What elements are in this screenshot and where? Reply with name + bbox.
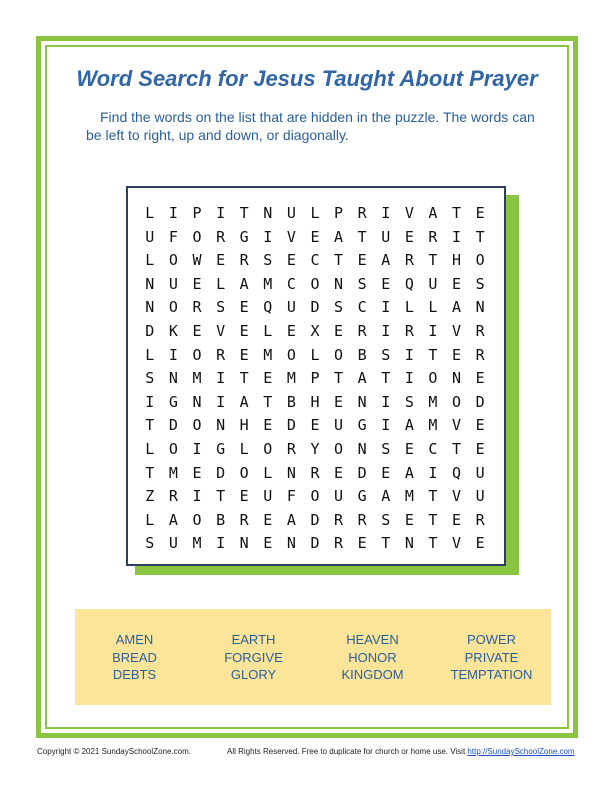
grid-letter: A <box>381 251 391 270</box>
grid-letter: A <box>381 487 391 506</box>
grid-letter: I <box>428 321 438 340</box>
grid-letter: F <box>168 227 178 246</box>
grid-letter: C <box>310 251 320 270</box>
grid-letter: C <box>357 298 367 317</box>
grid-letter: S <box>145 534 155 553</box>
grid-letter: I <box>168 345 178 364</box>
grid-letter: N <box>216 416 226 435</box>
grid-letter: D <box>310 510 320 529</box>
grid-letter: R <box>475 321 485 340</box>
grid-letter: E <box>334 321 344 340</box>
word-search-grid <box>138 202 494 556</box>
grid-letter: H <box>452 251 462 270</box>
grid-letter: V <box>452 416 462 435</box>
grid-letter: L <box>263 463 273 482</box>
grid-letter: N <box>239 534 249 553</box>
grid-letter: L <box>263 321 273 340</box>
grid-letter: I <box>381 298 391 317</box>
grid-letter: B <box>286 392 296 411</box>
grid-letter: I <box>168 204 178 222</box>
grid-letter: S <box>381 439 391 458</box>
grid-letter: E <box>216 251 226 270</box>
grid-letter: O <box>452 392 462 411</box>
grid-letter: A <box>452 298 462 317</box>
grid-letter: S <box>475 274 485 293</box>
grid-letter: M <box>168 463 178 482</box>
grid-letter: L <box>310 204 320 222</box>
grid-letter: M <box>192 534 202 553</box>
grid-letter: X <box>310 321 320 340</box>
grid-letter: U <box>263 487 273 506</box>
grid-letter: N <box>357 392 367 411</box>
grid-letter: R <box>168 487 178 506</box>
grid-letter: L <box>404 298 414 317</box>
grid-letter: E <box>404 439 414 458</box>
grid-letter: Q <box>404 274 414 293</box>
grid-letter: R <box>357 510 367 529</box>
grid-letter: U <box>168 274 178 293</box>
grid-letter: I <box>404 369 414 388</box>
grid-letter: E <box>310 416 320 435</box>
footer-copyright: Copyright © 2021 SundaySchoolZone.com. <box>37 747 191 756</box>
grid-letter: I <box>404 345 414 364</box>
grid-letter: U <box>381 227 391 246</box>
grid-letter: O <box>334 345 344 364</box>
grid-letter: Q <box>263 298 273 317</box>
grid-letter: U <box>286 204 296 222</box>
grid-letter: O <box>310 274 320 293</box>
grid-letter: E <box>239 298 249 317</box>
grid-letter: E <box>475 416 485 435</box>
grid-letter: V <box>216 321 226 340</box>
grid-letter: I <box>381 321 391 340</box>
grid-letter: L <box>145 204 155 222</box>
grid-letter: G <box>168 392 178 411</box>
grid-letter: G <box>216 439 226 458</box>
grid-letter: N <box>286 534 296 553</box>
grid-letter: M <box>428 416 438 435</box>
grid-letter: I <box>192 439 202 458</box>
grid-letter: M <box>428 392 438 411</box>
grid-letter: E <box>334 392 344 411</box>
grid-letter: U <box>475 463 485 482</box>
grid-letter: E <box>475 439 485 458</box>
grid-letter: E <box>475 369 485 388</box>
footer-site-link[interactable]: http://SundaySchoolZone.com <box>467 747 575 756</box>
grid-letter: E <box>475 204 485 222</box>
grid-letter: I <box>428 463 438 482</box>
grid-letter: R <box>286 439 296 458</box>
grid-letter: R <box>216 227 226 246</box>
word-list-column <box>313 631 432 684</box>
grid-letter: L <box>145 345 155 364</box>
grid-letter: U <box>334 416 344 435</box>
grid-letter: E <box>263 534 273 553</box>
grid-letter: N <box>286 463 296 482</box>
word-list-item: GLORY <box>230 667 277 682</box>
grid-letter: N <box>475 298 485 317</box>
grid-letter: V <box>286 227 296 246</box>
grid-letter: E <box>263 510 273 529</box>
grid-letter: L <box>145 439 155 458</box>
grid-letter: T <box>428 487 438 506</box>
word-list-item: TEMPTATION <box>450 667 533 682</box>
grid-letter: E <box>286 251 296 270</box>
grid-letter: U <box>286 298 296 317</box>
grid-letter: T <box>334 369 344 388</box>
grid-letter: D <box>310 298 320 317</box>
grid-letter: L <box>310 345 320 364</box>
grid-letter: A <box>286 510 296 529</box>
grid-letter: O <box>192 416 202 435</box>
grid-letter: A <box>428 204 438 222</box>
grid-letter: M <box>192 369 202 388</box>
grid-letter: N <box>263 204 273 222</box>
grid-letter: E <box>404 510 414 529</box>
grid-letter: O <box>192 345 202 364</box>
grid-letter: A <box>404 416 414 435</box>
grid-letter: T <box>381 534 391 553</box>
grid-letter: P <box>192 204 202 222</box>
grid-letter: R <box>404 251 414 270</box>
grid-letter: T <box>239 369 249 388</box>
grid-letter: B <box>216 510 226 529</box>
grid-letter: I <box>216 392 226 411</box>
grid-letter: O <box>168 439 178 458</box>
grid-letter: A <box>168 510 178 529</box>
worksheet-title: Word Search for Jesus Taught About Prayer <box>76 66 538 91</box>
grid-letter: C <box>428 439 438 458</box>
word-list-item: KINGDOM <box>341 667 404 682</box>
grid-letter: I <box>216 369 226 388</box>
grid-letter: G <box>357 487 367 506</box>
grid-letter: E <box>239 487 249 506</box>
grid-letter: N <box>145 274 155 293</box>
grid-letter: N <box>145 298 155 317</box>
grid-letter: S <box>381 345 391 364</box>
grid-letter: R <box>404 321 414 340</box>
grid-letter: O <box>310 487 320 506</box>
grid-letter: T <box>428 510 438 529</box>
grid-letter: O <box>168 251 178 270</box>
grid-letter: R <box>475 510 485 529</box>
grid-letter: U <box>428 274 438 293</box>
grid-letter: V <box>404 204 414 222</box>
footer-rights-text: All Rights Reserved. Free to duplicate for church or home use. Visit <box>227 747 466 756</box>
grid-letter: E <box>452 274 462 293</box>
grid-letter: K <box>168 321 178 340</box>
grid-letter: D <box>216 463 226 482</box>
grid-letter: E <box>452 510 462 529</box>
grid-letter: W <box>192 251 202 270</box>
word-list-item: AMEN <box>115 632 154 647</box>
grid-letter: T <box>334 251 344 270</box>
grid-letter: D <box>310 534 320 553</box>
grid-letter: M <box>286 369 296 388</box>
grid-letter: O <box>192 227 202 246</box>
grid-letter: P <box>334 204 344 222</box>
grid-letter: O <box>475 251 485 270</box>
grid-letter: I <box>145 392 155 411</box>
grid-letter: A <box>239 274 249 293</box>
grid-letter: O <box>239 463 249 482</box>
grid-letter: E <box>192 321 202 340</box>
grid-letter: H <box>239 416 249 435</box>
grid-letter: R <box>216 345 226 364</box>
grid-letter: E <box>192 274 202 293</box>
grid-letter: I <box>381 416 391 435</box>
grid-letter: I <box>263 227 273 246</box>
grid-letter: E <box>263 416 273 435</box>
grid-letter: R <box>334 534 344 553</box>
grid-letter: Z <box>145 487 155 506</box>
grid-letter: L <box>216 274 226 293</box>
grid-letter: A <box>334 227 344 246</box>
grid-letter: R <box>310 463 320 482</box>
grid-letter: L <box>145 510 155 529</box>
grid-letter: E <box>357 534 367 553</box>
word-list-item: EARTH <box>231 632 276 647</box>
grid-letter: G <box>357 416 367 435</box>
grid-letter: H <box>310 392 320 411</box>
grid-letter: L <box>145 251 155 270</box>
grid-letter: S <box>381 510 391 529</box>
grid-letter: V <box>452 321 462 340</box>
grid-letter: D <box>286 416 296 435</box>
grid-letter: T <box>452 439 462 458</box>
grid-letter: E <box>334 463 344 482</box>
grid-letter: R <box>357 321 367 340</box>
grid-letter: D <box>168 416 178 435</box>
grid-letter: N <box>192 392 202 411</box>
grid-letter: E <box>192 463 202 482</box>
grid-letter: F <box>286 487 296 506</box>
word-list-item: FORGIVE <box>224 649 283 665</box>
grid-letter: D <box>357 463 367 482</box>
grid-letter: T <box>428 534 438 553</box>
grid-letter: E <box>263 369 273 388</box>
grid-letter: A <box>357 369 367 388</box>
grid-letter: E <box>286 321 296 340</box>
grid-letter: S <box>263 251 273 270</box>
grid-letter: T <box>145 463 155 482</box>
grid-letter: T <box>428 345 438 364</box>
grid-letter: O <box>263 439 273 458</box>
grid-letter: R <box>239 251 249 270</box>
word-list-box <box>75 609 551 705</box>
grid-letter: O <box>428 369 438 388</box>
grid-letter: T <box>216 487 226 506</box>
grid-letter: E <box>239 345 249 364</box>
grid-letter: N <box>452 369 462 388</box>
word-list-item: BREAD <box>112 649 157 665</box>
grid-letter: O <box>286 345 296 364</box>
grid-letter: T <box>145 416 155 435</box>
grid-letter: M <box>263 274 273 293</box>
grid-letter: V <box>452 534 462 553</box>
word-list-item: DEBTS <box>112 667 157 682</box>
grid-letter: A <box>239 392 249 411</box>
word-list-column <box>75 631 194 684</box>
word-list-item: HONOR <box>348 649 397 665</box>
grid-letter: E <box>357 251 367 270</box>
grid-letter: R <box>357 204 367 222</box>
grid-letter: U <box>475 487 485 506</box>
grid-letter: O <box>334 439 344 458</box>
grid-letter: U <box>334 487 344 506</box>
grid-letter: S <box>357 274 367 293</box>
grid-letter: T <box>239 204 249 222</box>
grid-letter: L <box>428 298 438 317</box>
grid-letter: U <box>168 534 178 553</box>
grid-letter: A <box>404 463 414 482</box>
grid-letter: R <box>239 510 249 529</box>
grid-letter: S <box>216 298 226 317</box>
grid-letter: T <box>428 251 438 270</box>
grid-letter: B <box>357 345 367 364</box>
grid-letter: U <box>145 227 155 246</box>
grid-letter: P <box>310 369 320 388</box>
grid-letter: I <box>216 204 226 222</box>
grid-letter: T <box>263 392 273 411</box>
grid-letter: E <box>404 227 414 246</box>
grid-letter: T <box>452 204 462 222</box>
word-list-item: HEAVEN <box>346 632 399 647</box>
grid-letter: R <box>192 298 202 317</box>
grid-letter: E <box>239 321 249 340</box>
grid-letter: N <box>404 534 414 553</box>
grid-letter: E <box>381 463 391 482</box>
grid-letter: Y <box>310 439 320 458</box>
grid-letter: M <box>404 487 414 506</box>
grid-letter: R <box>428 227 438 246</box>
grid-letter: O <box>168 298 178 317</box>
grid-letter: R <box>334 510 344 529</box>
footer-rights <box>227 747 575 756</box>
grid-letter: N <box>357 439 367 458</box>
grid-letter: G <box>239 227 249 246</box>
grid-letter: N <box>334 274 344 293</box>
word-list-item: POWER <box>466 632 517 647</box>
grid-letter: O <box>192 510 202 529</box>
grid-letter: L <box>239 439 249 458</box>
grid-letter: R <box>475 345 485 364</box>
grid-letter: M <box>263 345 273 364</box>
grid-letter: N <box>168 369 178 388</box>
grid-letter: S <box>145 369 155 388</box>
grid-letter: T <box>357 227 367 246</box>
grid-letter: E <box>475 534 485 553</box>
grid-letter: I <box>381 392 391 411</box>
grid-letter: D <box>145 321 155 340</box>
word-list-item: PRIVATE <box>464 649 519 665</box>
grid-letter: V <box>452 487 462 506</box>
grid-letter: S <box>404 392 414 411</box>
grid-letter: T <box>475 227 485 246</box>
grid-letter: S <box>334 298 344 317</box>
word-list-column <box>432 631 551 684</box>
instructions-text: Find the words on the list that are hidden in the puzzle. The words can be left to right, up and down, or diagonally. <box>86 109 535 143</box>
grid-letter: I <box>192 487 202 506</box>
grid-letter: I <box>381 204 391 222</box>
grid-letter: T <box>381 369 391 388</box>
grid-letter: I <box>452 227 462 246</box>
grid-letter: Q <box>452 463 462 482</box>
grid-letter: D <box>475 392 485 411</box>
grid-letter: E <box>452 345 462 364</box>
grid-letter: I <box>216 534 226 553</box>
grid-letter: E <box>381 274 391 293</box>
word-list-column <box>194 631 313 684</box>
grid-letter: E <box>310 227 320 246</box>
grid-letter: C <box>286 274 296 293</box>
